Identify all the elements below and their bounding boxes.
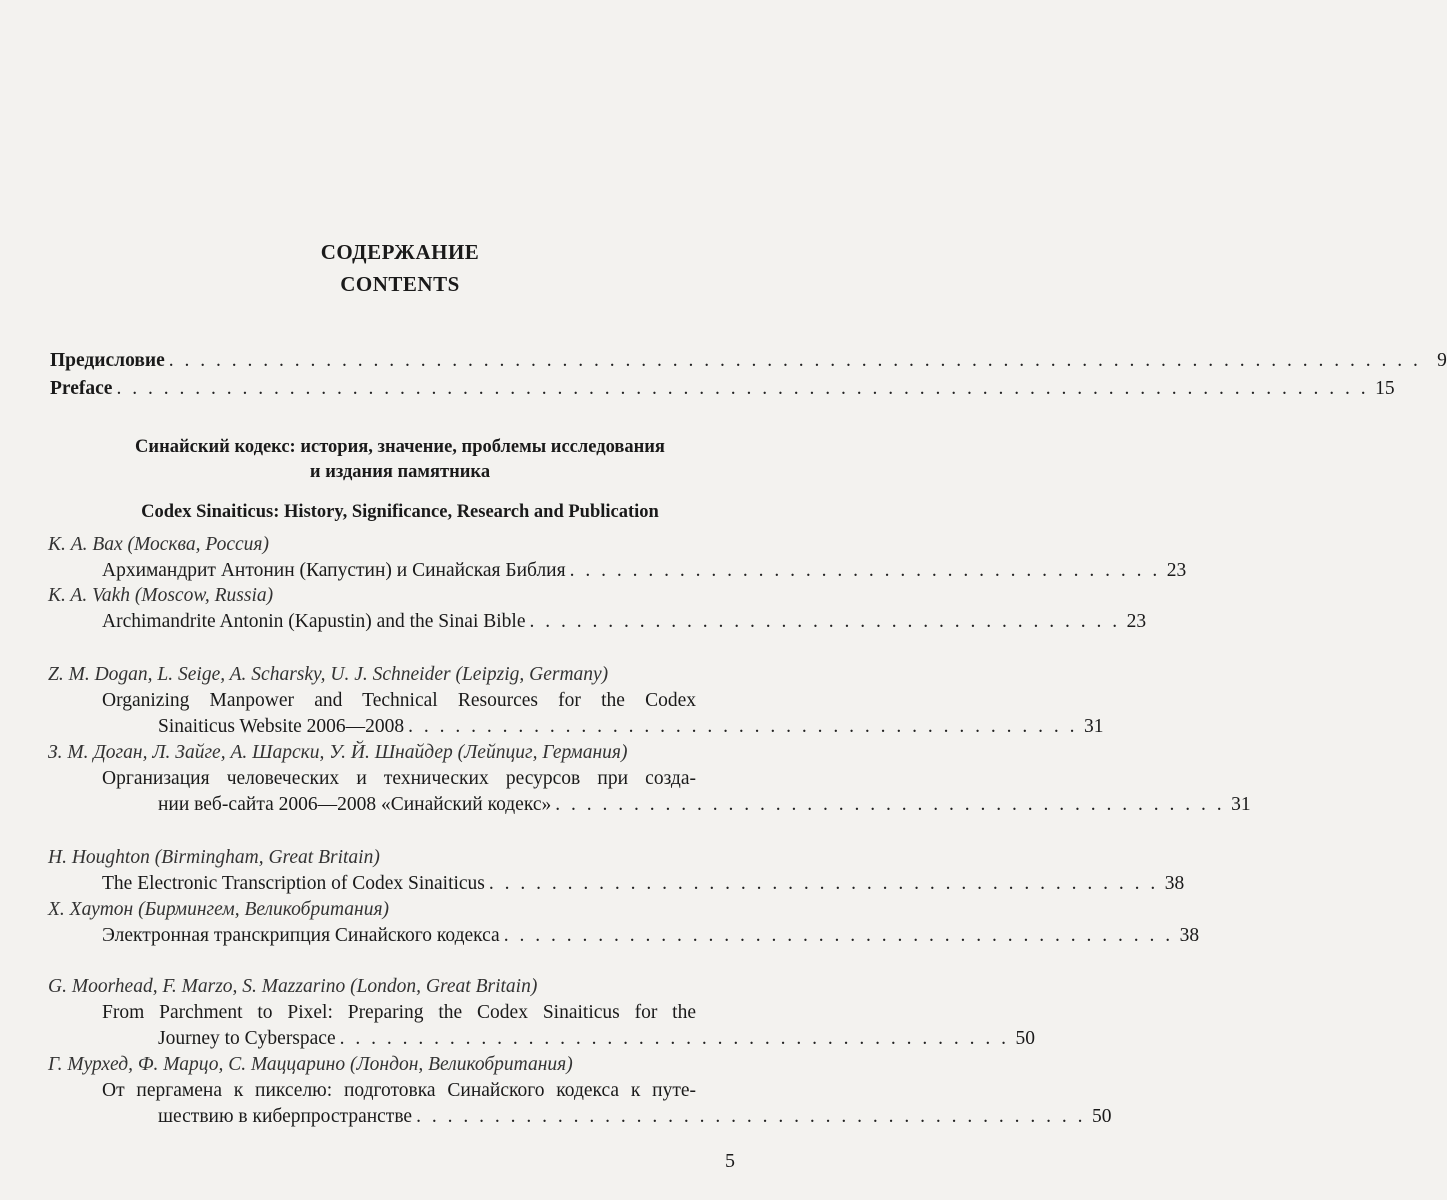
entry-title-line: From Parchment to Pixel: Preparing the Codex Sinaiticus for the [102,1002,696,1023]
entry-page: 38 [1179,925,1200,946]
page-number: 5 [725,1150,735,1172]
leader-dots: . . . . . . . . . . . . . . . . . . . . . . . . . . . . . . . . . . . . . . [569,560,1161,581]
section-heading-en: Codex Sinaiticus: History, Significance, Research and Publication [141,502,659,522]
leader-dots: . . . . . . . . . . . . . . . . . . . . . . . . . . . . . . . . . . . . . . [529,611,1121,632]
entry-title: нии веб-сайта 2006—2008 «Синайский кодекс» [158,794,552,815]
entry-author: Х. Хаутон (Бирмингем, Великобритания) [48,899,390,920]
section-heading-ru-line2: и издания памятника [309,462,491,482]
toc-entry [102,560,1187,582]
entry-page: 23 [1126,611,1147,632]
entry-title: Архимандрит Антонин (Капустин) и Синайская Библия [102,560,566,581]
entry-title: Sinaiticus Website 2006—2008 [158,716,405,737]
entry-title-line: От пергамена к пикселю: подготовка Синайского кодекса к путе- [102,1080,696,1101]
toc-entry [102,925,1200,947]
leader-dots: . . . . . . . . . . . . . . . . . . . . . . . . . . . . . . . . . . . . . . . . . . . [555,794,1225,815]
entry-author: Z. M. Dogan, L. Seige, A. Scharsky, U. J. Schneider (Leipzig, Germany) [48,664,609,685]
title-ru: СОДЕРЖАНИЕ [320,240,480,264]
toc-entry-preface-en [50,378,1395,400]
toc-entry [102,611,1147,633]
leader-dots: . . . . . . . . . . . . . . . . . . . . . . . . . . . . . . . . . . . . . . . . . . . . . . . . . . . . . . . . . . . . . . . . . . . . . . . . . . . . . . . . [116,378,1369,399]
entry-title: шествию в киберпространстве [158,1106,413,1127]
toc-entry [158,1106,1112,1128]
entry-title: The Electronic Transcription of Codex Sinaiticus [102,873,485,894]
leader-dots: . . . . . . . . . . . . . . . . . . . . . . . . . . . . . . . . . . . . . . . . . . . [503,925,1174,946]
leader-dots: . . . . . . . . . . . . . . . . . . . . . . . . . . . . . . . . . . . . . . . . . . . [488,873,1159,894]
entry-title: Электронная транскрипция Синайского кодекса [102,925,500,946]
title-en: CONTENTS [340,272,460,296]
entry-title-line: Организация человеческих и технических ресурсов при созда- [102,768,696,789]
entry-page: 31 [1231,794,1251,815]
entry-page: 31 [1084,716,1104,737]
entry-page: 23 [1166,560,1187,581]
entry-page: 50 [1015,1028,1035,1049]
entry-page: 50 [1091,1106,1112,1127]
entry-title: Предисловие [50,350,165,371]
entry-author: H. Houghton (Birmingham, Great Britain) [48,847,380,868]
entry-author: К. А. Вах (Москва, Россия) [48,534,269,555]
entry-title: Journey to Cyberspace [158,1028,336,1049]
entry-page: 15 [1375,378,1395,399]
section-heading-ru-line1: Синайский кодекс: история, значение, проблемы исследования [135,437,665,457]
toc-entry [158,794,1251,816]
entry-title-line: Organizing Manpower and Technical Resources for the Codex [102,690,696,711]
entry-title: Archimandrite Antonin (Kapustin) and the Sinai Bible [102,611,526,632]
leader-dots: . . . . . . . . . . . . . . . . . . . . . . . . . . . . . . . . . . . . . . . . . . . [416,1106,1086,1127]
toc-entry [158,1028,1035,1050]
entry-author: G. Moorhead, F. Marzo, S. Mazzarino (London, Great Britain) [48,976,538,997]
toc-entry [102,873,1185,895]
toc-entry-preface-ru [50,350,1447,372]
leader-dots: . . . . . . . . . . . . . . . . . . . . . . . . . . . . . . . . . . . . . . . . . . . [339,1028,1009,1049]
entry-page: 9 [1437,350,1447,371]
toc-entry [158,716,1104,738]
leader-dots: . . . . . . . . . . . . . . . . . . . . . . . . . . . . . . . . . . . . . . . . . . . [408,716,1078,737]
entry-author: K. A. Vakh (Moscow, Russia) [48,585,274,606]
entry-title: Preface [50,378,113,399]
entry-page: 38 [1164,873,1185,894]
entry-author: Г. Мурхед, Ф. Марцо, С. Маццарино (Лондон, Великобритания) [48,1054,573,1075]
entry-author: З. М. Доган, Л. Зайге, А. Шарски, У. Й. Шнайдер (Лейпциг, Германия) [48,742,628,763]
leader-dots: . . . . . . . . . . . . . . . . . . . . . . . . . . . . . . . . . . . . . . . . . . . . . . . . . . . . . . . . . . . . . . . . . . . . . . . . . . . . . . . . [168,350,1421,371]
